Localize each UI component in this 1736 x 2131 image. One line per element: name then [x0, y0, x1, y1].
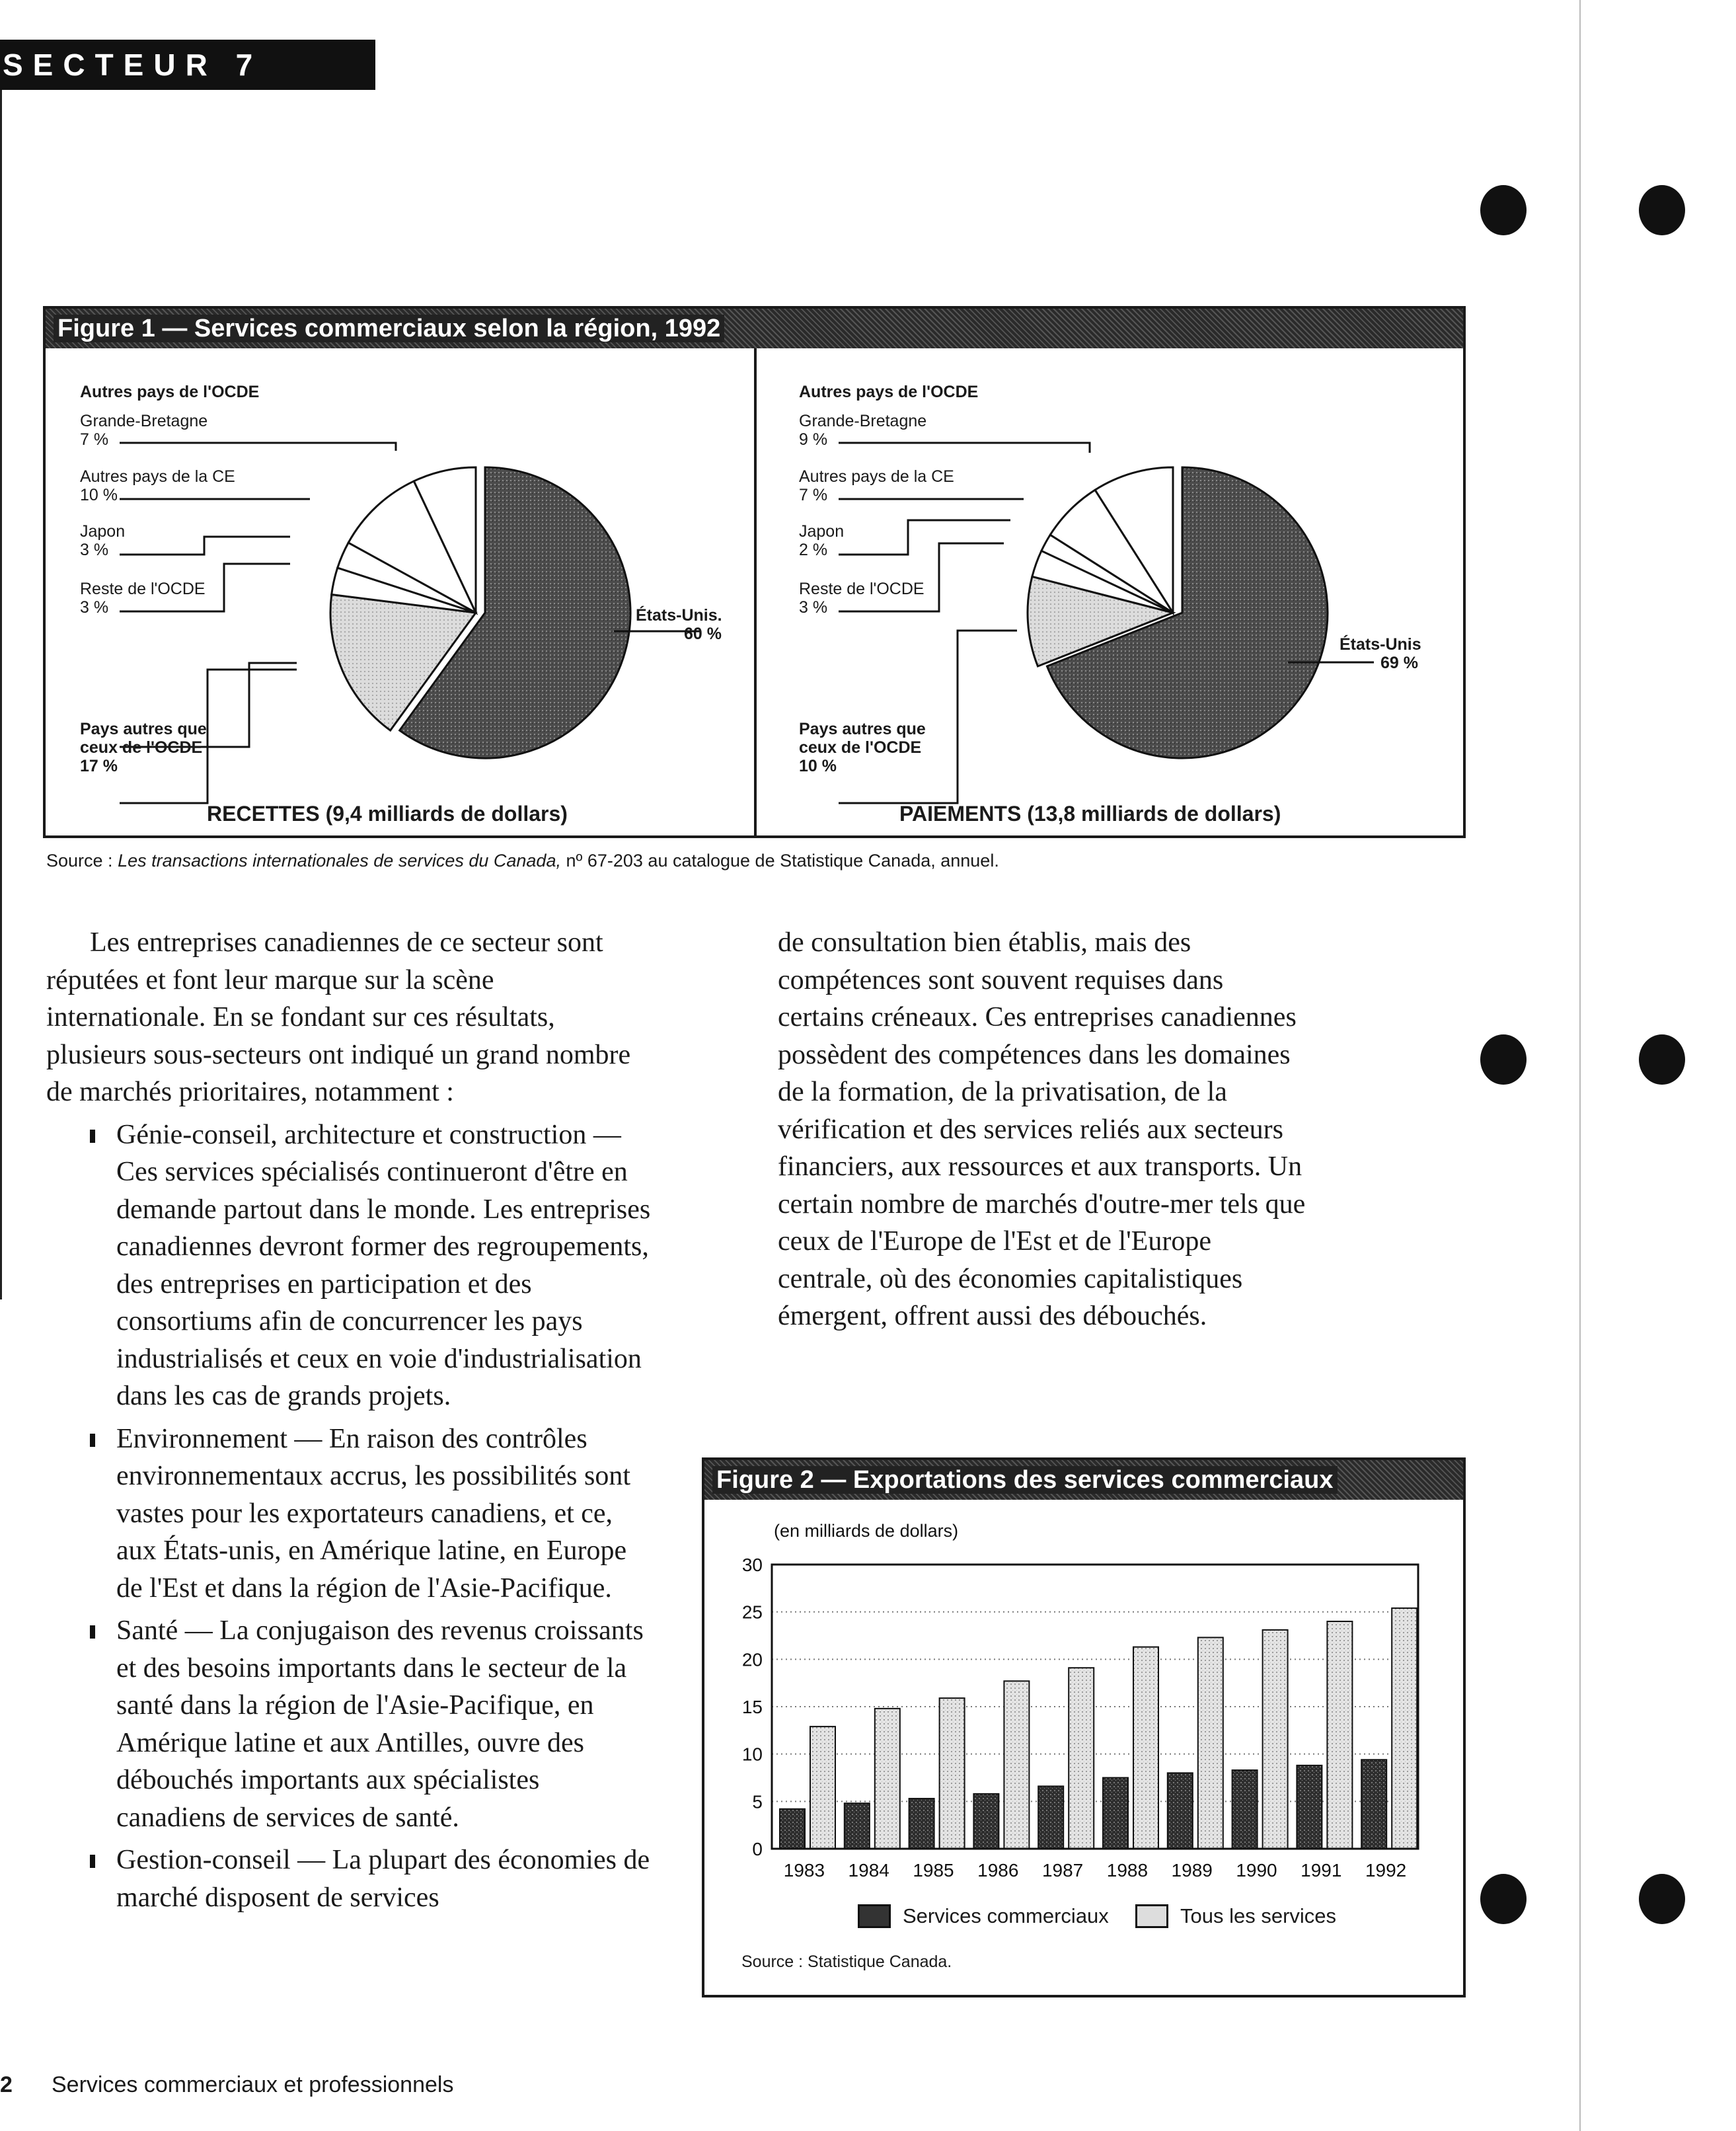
section-banner: SECTEUR 7: [0, 40, 375, 90]
receipts-label-jp: Japon: [80, 522, 126, 541]
receipts-label-ce: Autres pays de la CE: [80, 467, 235, 486]
list-item-text: Environnement — En raison des contrôles environnementaux accrus, les possibilités sont vastes pour les exportateurs canadiens, et ce, aux États-unis, en Amérique latine, en Europe de l'Est et dans la région de l'Asie-Pacifique.: [116, 1423, 631, 1604]
chart-bar-all-1985: [940, 1698, 965, 1849]
chart-y-tick-label: 10: [741, 1744, 763, 1765]
chart-bar-all-1986: [1004, 1681, 1029, 1849]
chart-x-tick-label: 1983: [783, 1860, 825, 1880]
chart-bar-commercial-1988: [1103, 1778, 1128, 1849]
receipts-pct-jp: 3 %: [80, 541, 109, 559]
figure-2-title: Figure 2 — Exportations des services commerciaux: [704, 1460, 1463, 1500]
chart-y-tick-label: 20: [741, 1649, 763, 1670]
legend-label-commercial: Services commerciaux: [903, 1904, 1109, 1927]
payments-pct-us: 69 %: [1380, 654, 1418, 672]
chart-bar-all-1991: [1327, 1621, 1352, 1849]
receipts-label-nonoecd-2: ceux de l'OCDE: [80, 738, 203, 757]
receipts-label-ro: Reste de l'OCDE: [80, 580, 206, 598]
bullet-icon: [90, 1625, 95, 1639]
receipts-pct-nonoecd: 17 %: [80, 757, 118, 775]
chart-bar-commercial-1985: [909, 1799, 934, 1849]
chart-bar-commercial-1990: [1232, 1770, 1258, 1849]
chart-y-tick-label: 25: [741, 1602, 763, 1623]
chart-x-tick-label: 1988: [1106, 1860, 1149, 1880]
payments-pct-ce: 7 %: [799, 486, 828, 504]
payments-pct-jp: 2 %: [799, 541, 828, 559]
chart-bar-commercial-1983: [780, 1809, 805, 1849]
chart-y-axis-label: (en milliards de dollars): [774, 1521, 959, 1541]
payments-label-nonoecd-1: Pays autres que: [799, 720, 926, 738]
chart-x-tick-label: 1984: [848, 1860, 889, 1880]
list-item: [46, 1420, 654, 1608]
payments-label-gb: Grande-Bretagne: [799, 412, 927, 430]
chart-bar-all-1987: [1069, 1668, 1094, 1849]
intro-paragraph: Les entreprises canadiennes de ce secteur sont réputées et font leur marque sur la scène internationale. En se fondant sur ces résultats, plusieurs sous-secteurs ont indiqué un grand nombre de marchés prioritaires, notamment :: [46, 927, 631, 1107]
receipts-label-nonoecd-1: Pays autres que: [80, 720, 207, 738]
chart-x-tick-label: 1991: [1301, 1860, 1342, 1880]
receipts-pct-ce: 10 %: [80, 486, 118, 504]
bullet-icon: [90, 1434, 95, 1447]
receipts-caption: RECETTES (9,4 milliards de dollars): [207, 802, 568, 826]
binder-hole-icon: [1639, 1874, 1685, 1924]
bullet-icon: [90, 1130, 95, 1143]
list-item-text: Génie-conseil, architecture et construction — Ces services spécialisés continueront d'être en demande partout dans le monde. Les entreprises canadiennes devront former des regroupements, des entreprises en participation et des consortiums afin de concurrencer les pays industrialisés et ceux en voie d'industrialisation dans les cas de grands projets.: [116, 1119, 651, 1411]
figure-2-source: Source : Statistique Canada.: [741, 1953, 952, 1971]
chart-y-tick-label: 15: [741, 1697, 763, 1717]
payments-group-label: Autres pays de l'OCDE: [799, 383, 979, 401]
exports-bar-chart: [704, 1500, 1463, 1949]
chart-y-tick-label: 30: [741, 1555, 763, 1575]
left-margin-rule: [0, 90, 2, 1299]
payments-label-ce: Autres pays de la CE: [799, 467, 954, 486]
legend-swatch-commercial: [858, 1904, 891, 1928]
binder-hole-icon: [1480, 185, 1527, 235]
list-item: [46, 1612, 654, 1836]
chart-x-tick-label: 1986: [977, 1860, 1019, 1880]
chart-bar-commercial-1992: [1361, 1760, 1386, 1849]
figure-1-source: Source : Les transactions internationales de services du Canada, nº 67-203 au catalogue de Statistique Canada, annuel.: [46, 851, 999, 871]
legend-label-all: Tous les services: [1180, 1904, 1337, 1927]
binder-hole-icon: [1480, 1874, 1527, 1924]
chart-bar-commercial-1986: [973, 1794, 999, 1849]
chart-x-tick-label: 1989: [1171, 1860, 1213, 1880]
chart-y-tick-label: 0: [752, 1839, 763, 1859]
chart-bar-commercial-1987: [1038, 1786, 1063, 1849]
binder-hole-icon: [1480, 1034, 1527, 1085]
chart-x-tick-label: 1987: [1041, 1860, 1084, 1880]
receipts-group-label: Autres pays de l'OCDE: [80, 383, 260, 401]
figure-1-title: Figure 1 — Services commerciaux selon la région, 1992: [46, 309, 1463, 348]
payments-label-jp: Japon: [799, 522, 845, 541]
chart-bar-all-1988: [1133, 1647, 1158, 1849]
payments-label-us: États-Unis: [1340, 635, 1421, 654]
receipts-label-gb: Grande-Bretagne: [80, 412, 208, 430]
list-item: [46, 1841, 654, 1916]
legend-swatch-all: [1135, 1904, 1168, 1928]
body-left-column: [46, 924, 654, 1916]
payments-pct-nonoecd: 10 %: [799, 757, 837, 775]
chart-bar-commercial-1984: [845, 1803, 870, 1849]
page-edge-rule: [1579, 0, 1581, 2131]
chart-bar-commercial-1989: [1168, 1773, 1193, 1849]
binder-hole-icon: [1639, 1034, 1685, 1085]
right-paragraph: de consultation bien établis, mais des compétences sont souvent requises dans certains créneaux. Ces entreprises canadiennes possèdent des compétences dans les domaines de la formation, de la privatisation, de la vérification et des services reliés aux secteurs financiers, aux ressources et aux transports. Un certain nombre de marchés d'outre-mer tels que ceux de l'Europe de l'Est et de l'Europe centrale, où des économies capitalistiques émergent, offrent aussi des débouchés.: [778, 927, 1306, 1331]
payments-pct-ro: 3 %: [799, 598, 828, 617]
chart-bar-all-1989: [1198, 1637, 1223, 1849]
payments-label-nonoecd-2: ceux de l'OCDE: [799, 738, 922, 757]
chart-bar-all-1983: [810, 1726, 835, 1849]
receipts-pct-us: 60 %: [684, 625, 722, 643]
bullet-icon: [90, 1855, 95, 1868]
figure-2: [702, 1457, 1466, 1997]
figure-1: [43, 306, 1466, 838]
list-item: [46, 1116, 654, 1415]
figure-1-pies-svg: [46, 309, 1463, 835]
body-right-column: [778, 924, 1306, 1335]
payments-caption: PAIEMENTS (13,8 milliards de dollars): [899, 802, 1281, 826]
chart-bar-all-1992: [1392, 1608, 1417, 1849]
list-item-text: Santé — La conjugaison des revenus croissants et des besoins importants dans le secteur de la santé dans la région de l'Asie-Pacifique, en Amérique latine et aux Antilles, ouvre des débouchés importants aux spécialistes canadiens de services de santé.: [116, 1615, 644, 1833]
payments-label-ro: Reste de l'OCDE: [799, 580, 925, 598]
chart-bar-all-1984: [875, 1709, 900, 1849]
binder-hole-icon: [1639, 185, 1685, 235]
receipts-pct-ro: 3 %: [80, 598, 109, 617]
chart-bar-all-1990: [1263, 1630, 1288, 1849]
chart-x-tick-label: 1985: [913, 1860, 954, 1880]
chart-x-tick-label: 1992: [1365, 1860, 1407, 1880]
page-number: 2: [0, 2072, 13, 2097]
chart-y-tick-label: 5: [752, 1791, 763, 1812]
chart-x-tick-label: 1990: [1236, 1860, 1277, 1880]
receipts-label-us: États-Unis.: [636, 606, 722, 625]
receipts-pct-gb: 7 %: [80, 430, 109, 449]
list-item-text: Gestion-conseil — La plupart des économies de marché disposent de services: [116, 1845, 650, 1913]
payments-pct-gb: 9 %: [799, 430, 828, 449]
priority-markets-list: [46, 1116, 654, 1917]
page-footer: Services commerciaux et professionnels: [52, 2072, 454, 2097]
chart-bar-commercial-1991: [1297, 1765, 1322, 1849]
